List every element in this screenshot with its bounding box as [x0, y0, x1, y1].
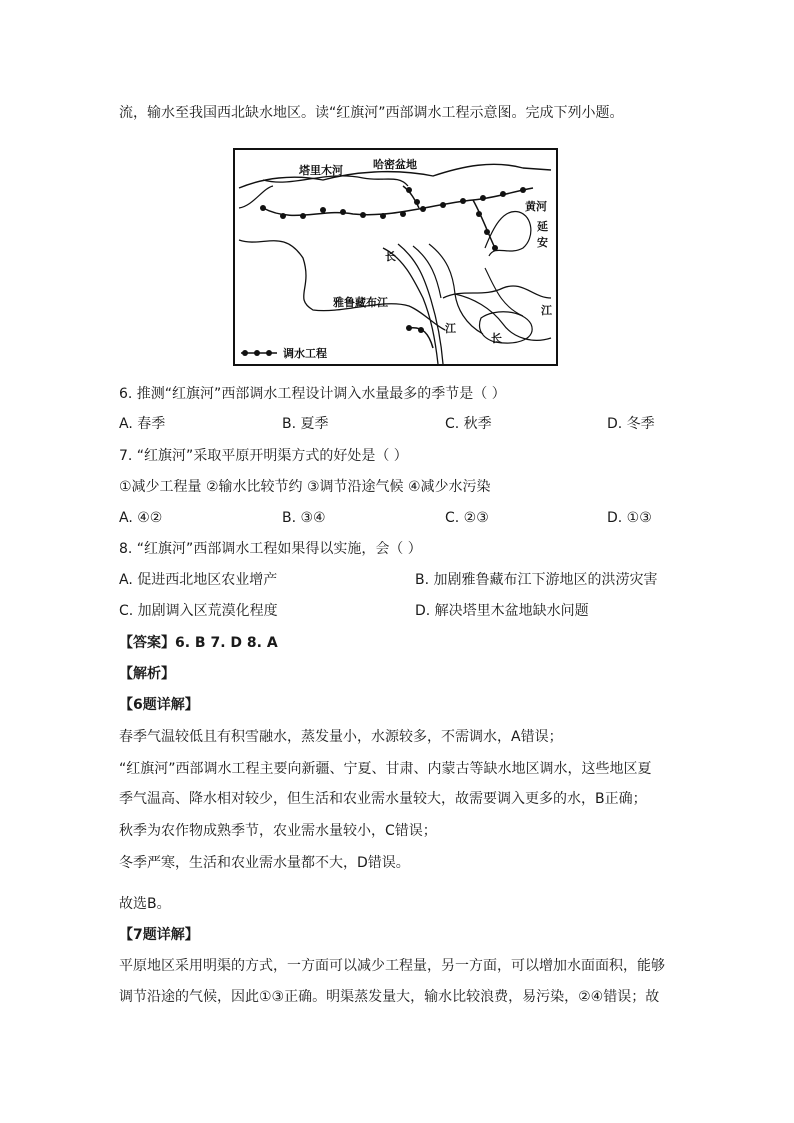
answer-line: 【答案】6. B 7. D 8. A — [119, 635, 278, 651]
label-jiang-mid: 江 — [445, 322, 456, 335]
q6-option-a: A. 春季 — [119, 416, 166, 432]
legend-label: 调水工程 — [283, 347, 327, 360]
q7-items: ①减少工程量 ②输水比较节约 ③调节沿途气候 ④减少水污染 — [119, 479, 491, 495]
q6-option-d: D. 冬季 — [607, 416, 655, 432]
d7-line-2: 调节沿途的气候，因此①③正确。明渠蒸发量大，输水比较浪费，易污染，②④错误；故 — [119, 989, 660, 1005]
q6-option-c: C. 秋季 — [445, 416, 492, 432]
label-yanan-1: 延 — [537, 220, 548, 233]
d6-line-1: 春季气温较低且有积雪融水，蒸发量小，水源较多，不需调水，A错误； — [119, 729, 563, 745]
q7-option-d: D. ①③ — [607, 510, 652, 526]
d6-conclusion: 故选B。 — [119, 896, 171, 912]
d6-line-4: 秋季为农作物成熟季节，农业需水量较小，C错误； — [119, 823, 437, 839]
label-yanan-2: 安 — [537, 236, 548, 249]
d7-line-1: 平原地区采用明渠的方式，一方面可以减少工程量，另一方面，可以增加水面面积，能够 — [119, 958, 665, 974]
q7-stem: 7. “红旗河”采取平原开明渠方式的好处是（ ） — [119, 448, 408, 464]
water-diversion-map — [233, 148, 558, 366]
q7-option-c: C. ②③ — [445, 510, 489, 526]
intro-text: 流，输水至我国西北缺水地区。读“红旗河”西部调水工程示意图。完成下列小题。 — [119, 105, 624, 121]
d6-line-2: “红旗河”西部调水工程主要向新疆、宁夏、甘肃、内蒙古等缺水地区调水，这些地区夏 — [119, 761, 652, 777]
analysis-heading: 【解析】 — [119, 666, 175, 682]
label-chang-bottom: 长 — [491, 332, 502, 345]
label-jiang-right: 江 — [541, 304, 552, 317]
label-chang-top: 长 — [385, 250, 396, 263]
label-yarlung: 雅鲁藏布江 — [333, 296, 388, 309]
q8-stem: 8. “红旗河”西部调水工程如果得以实施，会（ ） — [119, 541, 422, 557]
q6-stem: 6. 推测“红旗河”西部调水工程设计调入水量最多的季节是（ ） — [119, 386, 506, 402]
d6-line-5: 冬季严寒，生活和农业需水量都不大，D错误。 — [119, 855, 410, 871]
label-hami: 哈密盆地 — [373, 158, 417, 171]
q6-option-b: B. 夏季 — [282, 416, 329, 432]
q8-option-b: B. 加剧雅鲁藏布江下游地区的洪涝灾害 — [415, 572, 658, 588]
label-tarim: 塔里木河 — [299, 164, 343, 177]
d6-line-3: 季气温高、降水相对较少，但生活和农业需水量较大，故需要调入更多的水，B正确； — [119, 791, 647, 807]
d6-title: 【6题详解】 — [119, 697, 199, 713]
q7-option-a: A. ④② — [119, 510, 163, 526]
label-huanghe: 黄河 — [525, 200, 547, 213]
q8-option-d: D. 解决塔里木盆地缺水问题 — [415, 603, 589, 619]
q8-option-a: A. 促进西北地区农业增产 — [119, 572, 278, 588]
q8-option-c: C. 加剧调入区荒漠化程度 — [119, 603, 278, 619]
q7-option-b: B. ③④ — [282, 510, 326, 526]
d7-title: 【7题详解】 — [119, 927, 199, 943]
